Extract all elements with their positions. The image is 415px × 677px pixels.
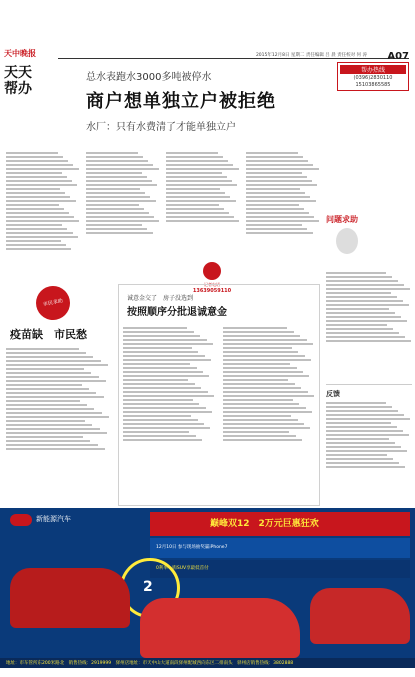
- text-line: [6, 424, 92, 426]
- text-line: [166, 216, 234, 218]
- text-line: [123, 427, 210, 429]
- text-line: [223, 423, 304, 425]
- text-line: [86, 180, 152, 182]
- text-line: [6, 436, 83, 438]
- text-line: [326, 276, 392, 278]
- text-line: [86, 220, 159, 222]
- ad-line-1: [150, 538, 410, 558]
- text-line: [223, 431, 289, 433]
- text-line: [166, 176, 227, 178]
- text-line: [326, 450, 407, 452]
- text-line: [166, 204, 219, 206]
- text-line: [6, 200, 76, 202]
- text-line: [123, 395, 214, 397]
- text-line: [6, 236, 78, 238]
- text-line: [123, 343, 213, 345]
- avatar: [336, 228, 358, 254]
- text-line: [246, 152, 298, 154]
- text-line: [6, 364, 108, 366]
- text-line: [223, 383, 295, 385]
- text-line: [123, 411, 212, 413]
- text-line: [6, 416, 109, 418]
- text-line: [326, 462, 399, 464]
- text-line: [6, 352, 86, 354]
- text-line: [123, 379, 188, 381]
- right-section-title: 问题求助: [326, 215, 358, 224]
- text-line: [246, 176, 307, 178]
- story2-headline: 疫苗缺 市民愁: [10, 328, 87, 341]
- feedback-column: [326, 400, 412, 504]
- text-line: [86, 192, 145, 194]
- text-line: [326, 410, 398, 412]
- text-line: [6, 444, 98, 446]
- text-line: [6, 368, 84, 370]
- text-line: [223, 327, 287, 329]
- text-line: [326, 442, 395, 444]
- text-line: [326, 434, 409, 436]
- hotline-box: [337, 62, 409, 91]
- text-line: [6, 360, 101, 362]
- text-line: [326, 308, 389, 310]
- text-line: [223, 363, 290, 365]
- text-line: [6, 232, 73, 234]
- text-line: [166, 188, 220, 190]
- text-line: [223, 415, 291, 417]
- text-line: [86, 208, 144, 210]
- text-line: [246, 188, 300, 190]
- text-line: [123, 371, 203, 373]
- text-line: [86, 216, 154, 218]
- lead-column-3: [166, 150, 240, 260]
- brand-name: 天中晚报: [4, 49, 36, 58]
- text-line: [123, 347, 192, 349]
- text-line: [223, 379, 288, 381]
- lead-subhead: 水厂：只有水费清了才能单独立户: [86, 122, 236, 133]
- mid-contact-text: 记者电话: [204, 282, 220, 287]
- text-line: [123, 423, 204, 425]
- text-line: [326, 438, 389, 440]
- text-line: [123, 407, 206, 409]
- text-line: [246, 180, 312, 182]
- car-image-2: [140, 598, 300, 658]
- text-line: [326, 418, 410, 420]
- ad-line-2-text: 0利率 购SUV享最低首付: [156, 566, 209, 571]
- text-line: [6, 244, 66, 246]
- hotline-phone: (0396)2830110: [353, 75, 393, 81]
- text-line: [6, 384, 82, 386]
- text-line: [6, 212, 69, 214]
- text-line: [246, 160, 308, 162]
- ad-promo: 巅峰双12 2万元巨惠狂欢: [210, 519, 319, 529]
- text-line: [123, 339, 207, 341]
- text-line: [246, 216, 314, 218]
- text-line: [123, 375, 209, 377]
- ad-circle-text: 2: [143, 579, 153, 595]
- text-line: [326, 454, 387, 456]
- text-line: [123, 435, 196, 437]
- text-line: [6, 164, 73, 166]
- text-line: [246, 192, 305, 194]
- text-line: [223, 391, 308, 393]
- text-line: [86, 184, 157, 186]
- text-line: [223, 371, 303, 373]
- text-line: [223, 343, 313, 345]
- text-line: [326, 296, 397, 298]
- lead-column-1: [6, 150, 80, 300]
- text-line: [86, 224, 142, 226]
- text-line: [223, 331, 294, 333]
- text-line: [166, 208, 224, 210]
- text-line: [223, 347, 292, 349]
- lead-column-2: [86, 150, 160, 280]
- ad-line-2: [150, 560, 410, 578]
- ad-brand: 新能源汽车: [36, 515, 71, 523]
- text-line: [223, 387, 301, 389]
- text-line: [326, 320, 407, 322]
- text-line: [6, 376, 99, 378]
- text-line: [6, 184, 77, 186]
- text-line: [123, 367, 197, 369]
- text-line: [6, 392, 96, 394]
- text-line: [326, 300, 403, 302]
- text-line: [326, 406, 392, 408]
- text-line: [246, 228, 307, 230]
- text-line: [6, 196, 70, 198]
- text-line: [86, 196, 150, 198]
- text-line: [86, 212, 149, 214]
- text-line: [6, 428, 100, 430]
- text-line: [86, 232, 153, 234]
- text-line: [123, 391, 208, 393]
- text-line: [166, 168, 239, 170]
- text-line: [246, 204, 299, 206]
- text-line: [246, 212, 309, 214]
- text-line: [86, 156, 143, 158]
- text-line: [166, 200, 236, 202]
- story2-column: [6, 346, 110, 502]
- box-kicker: 诚意金交了 房子没选到: [127, 295, 194, 302]
- text-line: [223, 407, 306, 409]
- text-line: [326, 340, 411, 342]
- text-line: [123, 335, 200, 337]
- text-line: [326, 422, 391, 424]
- text-line: [6, 160, 68, 162]
- text-line: [246, 200, 316, 202]
- car-image-3: [310, 588, 410, 644]
- text-line: [166, 180, 232, 182]
- ad-line-1-text: 12月10日 参与现场抽奖赢iPhone7: [156, 545, 228, 550]
- text-line: [223, 359, 311, 361]
- text-line: [6, 404, 87, 406]
- text-line: [6, 400, 80, 402]
- text-line: [6, 248, 71, 250]
- text-line: [6, 356, 93, 358]
- text-line: [123, 387, 201, 389]
- text-line: [123, 419, 198, 421]
- section-line-1: 天天: [4, 65, 32, 81]
- text-line: [166, 184, 237, 186]
- text-line: [326, 284, 404, 286]
- text-line: [326, 324, 387, 326]
- feedback-title: 反馈: [326, 384, 412, 399]
- text-line: [326, 304, 409, 306]
- help-badge: 市民求助: [33, 283, 73, 323]
- text-line: [6, 204, 59, 206]
- text-line: [123, 399, 193, 401]
- text-line: [326, 312, 395, 314]
- text-line: [246, 164, 313, 166]
- text-line: [326, 446, 401, 448]
- text-line: [166, 192, 225, 194]
- text-line: [86, 152, 138, 154]
- phone-icon: [203, 262, 221, 280]
- text-line: [223, 403, 299, 405]
- text-line: [223, 375, 309, 377]
- text-line: [223, 339, 307, 341]
- car-image-1: [10, 568, 130, 628]
- text-line: [223, 439, 302, 441]
- text-line: [123, 403, 199, 405]
- text-line: [123, 363, 190, 365]
- text-line: [223, 351, 298, 353]
- text-line: [6, 380, 106, 382]
- text-line: [6, 372, 91, 374]
- hotline-mobile: 15103865585: [355, 82, 391, 88]
- text-line: [246, 184, 317, 186]
- text-line: [123, 383, 195, 385]
- text-line: [123, 355, 205, 357]
- text-line: [166, 212, 229, 214]
- text-line: [123, 439, 202, 441]
- text-line: [86, 160, 148, 162]
- byd-logo-icon: [10, 514, 32, 526]
- text-line: [6, 240, 61, 242]
- text-line: [326, 336, 405, 338]
- text-line: [223, 427, 310, 429]
- text-line: [6, 412, 102, 414]
- box-column-1: [123, 325, 215, 501]
- hotline-title: 帮办热线: [340, 65, 406, 74]
- text-line: [86, 168, 159, 170]
- text-line: [326, 466, 405, 468]
- lead-column-4: [246, 150, 320, 280]
- text-line: [223, 335, 300, 337]
- box-headline: 按照顺序分批退诚意金: [127, 307, 227, 318]
- ad-footer: [0, 658, 415, 668]
- text-line: [326, 288, 410, 290]
- text-line: [223, 395, 314, 397]
- text-line: [86, 204, 139, 206]
- text-line: [123, 327, 187, 329]
- lead-kicker: 总水表跑水3000多吨被停水: [86, 72, 212, 83]
- text-line: [123, 331, 194, 333]
- text-line: [6, 440, 90, 442]
- text-line: [246, 220, 319, 222]
- text-line: [223, 367, 297, 369]
- text-line: [326, 430, 403, 432]
- text-line: [166, 196, 230, 198]
- text-line: [223, 435, 296, 437]
- text-line: [223, 411, 312, 413]
- text-line: [6, 348, 79, 350]
- text-line: [6, 220, 79, 222]
- text-line: [246, 168, 319, 170]
- text-line: [246, 156, 303, 158]
- right-section: [326, 214, 410, 225]
- text-line: [326, 328, 393, 330]
- text-line: [166, 220, 239, 222]
- text-line: [246, 224, 302, 226]
- text-line: [86, 228, 147, 230]
- text-line: [326, 414, 404, 416]
- text-line: [86, 164, 153, 166]
- text-line: [166, 152, 218, 154]
- text-line: [6, 396, 104, 398]
- text-line: [166, 172, 222, 174]
- text-line: [86, 200, 156, 202]
- text-line: [123, 351, 198, 353]
- text-line: [246, 172, 302, 174]
- text-line: [326, 280, 398, 282]
- text-line: [223, 419, 298, 421]
- text-line: [6, 228, 67, 230]
- mid-contact-number: 13639059110: [192, 288, 232, 294]
- text-line: [6, 408, 94, 410]
- date-line: 2015年12月8日 星期二 责任编辑 吕 晨 责任校对 何 涛: [255, 53, 367, 58]
- text-line: [326, 458, 393, 460]
- text-line: [123, 415, 191, 417]
- text-line: [6, 224, 62, 226]
- text-line: [246, 232, 313, 234]
- text-line: [6, 168, 79, 170]
- text-line: [166, 164, 233, 166]
- text-line: [326, 426, 397, 428]
- text-line: [123, 431, 189, 433]
- text-line: [6, 192, 65, 194]
- masthead-brand: [4, 48, 54, 97]
- box-story: [118, 284, 320, 506]
- text-line: [6, 180, 72, 182]
- text-line: [6, 156, 63, 158]
- text-line: [86, 172, 142, 174]
- text-line: [246, 208, 304, 210]
- text-line: [223, 355, 305, 357]
- section-line-2: 帮办: [4, 81, 32, 97]
- text-line: [326, 272, 386, 274]
- text-line: [6, 432, 107, 434]
- text-line: [6, 208, 64, 210]
- ad-footer-text: 地址：市车管所东200米路北 销售热线：2919999 驿州店地址：市天中山大道南段驿州配城西向东区二排南头 驿州店销售热线：3802888: [6, 661, 294, 666]
- top-divider: [58, 58, 409, 59]
- box-column-2: [223, 325, 315, 501]
- right-column: [326, 270, 412, 380]
- text-line: [6, 176, 67, 178]
- text-line: [6, 188, 60, 190]
- text-line: [166, 160, 228, 162]
- page-code: A07: [387, 51, 409, 62]
- text-line: [246, 196, 310, 198]
- text-line: [86, 176, 147, 178]
- text-line: [6, 216, 74, 218]
- car-advertisement: [0, 508, 415, 668]
- text-line: [326, 332, 399, 334]
- text-line: [326, 316, 401, 318]
- text-line: [6, 388, 89, 390]
- text-line: [166, 156, 223, 158]
- text-line: [223, 399, 293, 401]
- text-line: [326, 292, 391, 294]
- text-line: [6, 420, 85, 422]
- lead-headline: 商户想单独立户被拒绝: [86, 91, 276, 112]
- text-line: [6, 448, 105, 450]
- text-line: [326, 402, 386, 404]
- text-line: [6, 152, 58, 154]
- text-line: [86, 188, 140, 190]
- section-name: [4, 65, 54, 97]
- text-line: [6, 172, 62, 174]
- text-line: [123, 359, 211, 361]
